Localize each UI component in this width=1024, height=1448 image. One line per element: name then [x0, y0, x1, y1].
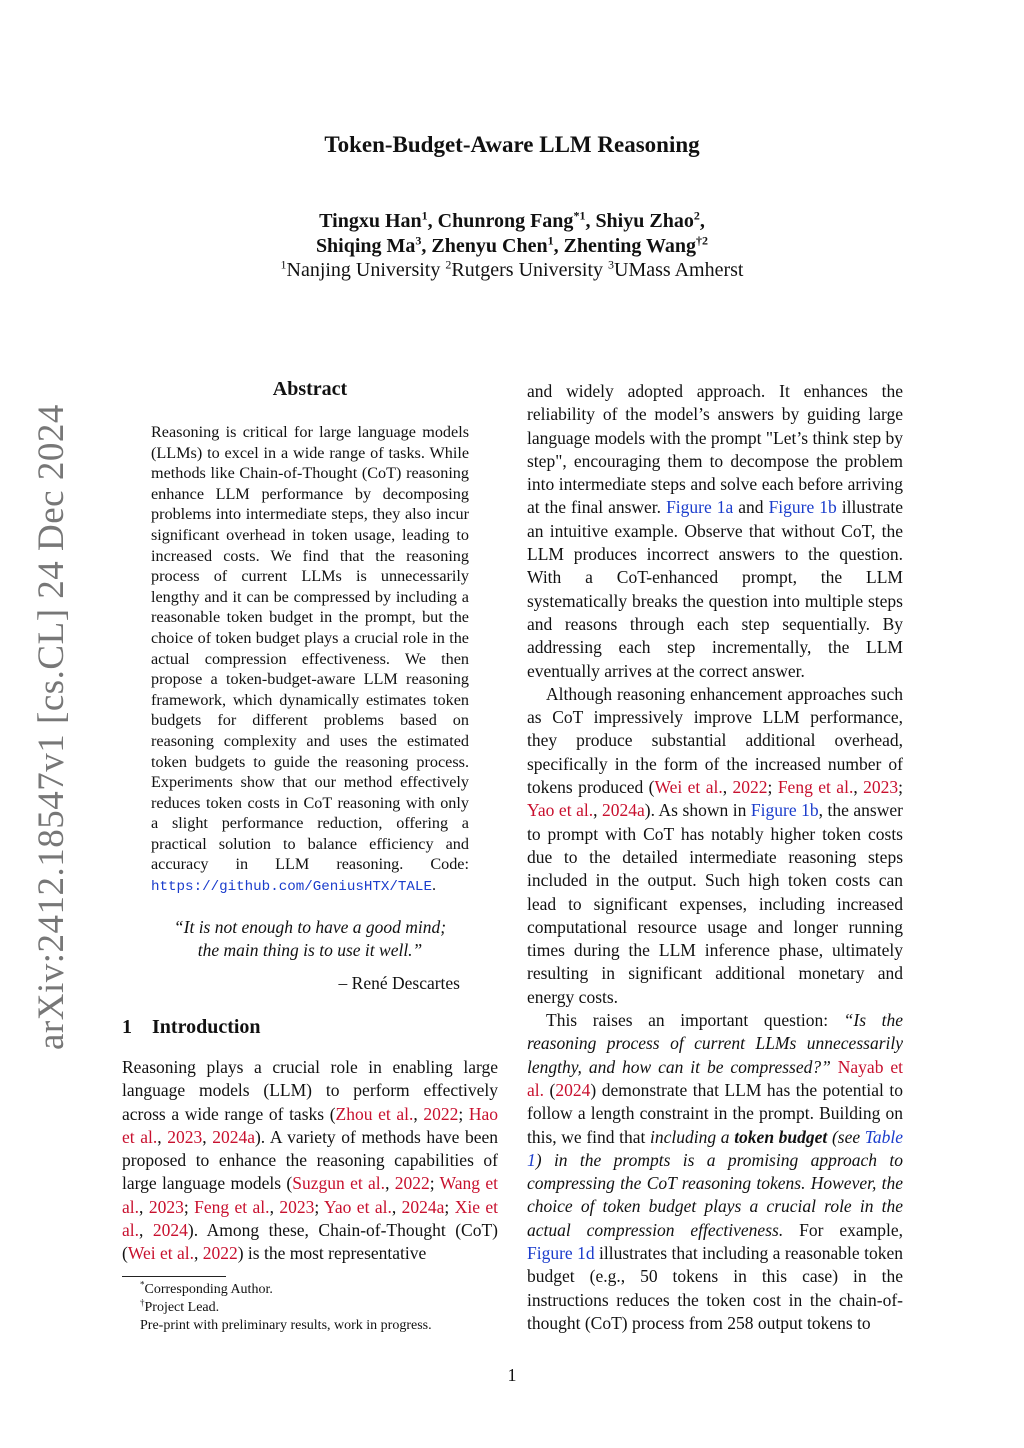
author-name: Zhenyu Chen: [431, 235, 548, 257]
abstract-text: Reasoning is critical for large language models (LLMs) to excel in a wide range of tasks. While methods like Chain-of-Thought (CoT) reasoning enhance LLM performance by decomposing problems into intermediate steps, they also incur significant overhead in token usage, leading to increased costs. We find that the reasoning process of current LLMs is unnecessarily lengthy and it can be compressed by including a reasonable token budget in the prompt, but the choice of token budget plays a crucial role in the actual compression effectiveness. We then propose a token-budget-aware LLM reasoning framework, which dynamically estimates token budgets for different problems based on reasoning complexity and uses the estimated token budgets to guide the reasoning process. Experiments show that our method effectively reduces token costs in CoT reasoning with only a slight performance reduction, offering a practical solution to balance efficiency and accuracy in LLM reasoning. Code:: [151, 423, 469, 874]
paragraph: Reasoning plays a crucial role in enabling large language models (LLM) to perform effectively across a wide range of tasks (Zhou et al., 2022; Hao et al., 2023, 2024a). A variety of methods have been proposed to enhance the reasoning capabilities of large language models (Suzgun et al., 2022; Wang et al., 2023; Feng et al., 2023; Yao et al., 2024a; Xie et al., 2024). Among these, Chain-of-Thought (CoT) (Wei et al., 2022) is the most representative: [122, 1057, 499, 1264]
citation-link[interactable]: Xie et al.: [122, 1196, 499, 1241]
text: Reasoning plays a crucial role in enabling large language models (LLM) to perform effectively across a wide range of tasks (: [122, 1057, 498, 1124]
text: ) is the most representative: [237, 1243, 427, 1264]
citation-year-link[interactable]: 2024: [555, 1079, 591, 1100]
author-mark: 2: [693, 208, 700, 223]
figure-link[interactable]: Figure 1b: [750, 800, 819, 821]
section-title: Introduction: [152, 1016, 261, 1038]
footnote-mark: *: [140, 1279, 145, 1290]
paragraph: This raises an important question: “Is the reasoning process of current LLMs unnecessarily lengthy, and how can it be compressed?” Nayab et al. (2024) demonstrate that LLM has the potential to follow a length constraint in the prompt. Building on this, we find that including a token budget (see Table 1) in the prompts is a promising approach to compressing the CoT reasoning tokens. However, the choice of token budget plays a crucial role in the actual compression effectiveness. For example, Figure 1d illustrates that including a reasonable token budget (e.g., 50 tokens in this case) in the instructions reduces the token cost in the chain-of-thought (CoT) process from 258 output tokens to: [527, 1010, 904, 1333]
citation-link[interactable]: Wei et al.: [654, 777, 723, 798]
citation-year-link[interactable]: 2022: [423, 1103, 459, 1124]
text: ). As shown in: [644, 800, 747, 821]
citation-link[interactable]: Yao et al.: [527, 800, 594, 821]
author-name: Chunrong Fang: [437, 210, 574, 232]
footnotes: [140, 1281, 500, 1335]
paragraph: Although reasoning enhancement approaches such as CoT impressively improve LLM performance, they produce substantial additional overhead, specifically in the form of the increased number of tokens produced (Wei et al., 2022; Feng et al., 2023; Yao et al., 2024a). As shown in Figure 1b, the answer to prompt with CoT has notably higher token costs due to the detailed intermediate reasoning steps included in the output. Such high token costs can lead to significant expenses, including increased computational resource usage and longer running times during the LLM inference phase, ultimately resulting in significant additional monetary and energy costs.: [527, 683, 904, 1007]
footnote-text: Project Lead.: [144, 1300, 220, 1315]
text: Although reasoning enhancement approaches such as CoT impressively improve LLM performance, they produce substantial additional overhead, specifically in the form of the increased number of tokens produced (: [527, 683, 903, 798]
affiliation-mark: 3: [608, 257, 615, 272]
citation-link[interactable]: Hao et al.: [122, 1103, 498, 1147]
author-mark: 3: [415, 233, 422, 248]
citation-year-link[interactable]: 2023: [279, 1196, 315, 1217]
affiliations: [0, 259, 1024, 282]
text: and widely adopted approach. It enhances the reliability of the model’s answers by guiding large language models with the prompt "Let’s think step by step", encouraging them to decompose the problem into intermediate steps and solve each before arriving at the final answer.: [527, 381, 903, 518]
text: ). A variety of methods have been proposed to enhance the reasoning capabilities of large language models (: [122, 1126, 499, 1194]
text: This raises an important question:: [546, 1010, 829, 1031]
figure-link[interactable]: Figure 1d: [527, 1242, 595, 1263]
author-name: Shiqing Ma: [315, 235, 416, 257]
quote-line: the main thing is to use it well.”: [197, 940, 423, 960]
citation-year-link[interactable]: 2023: [863, 777, 899, 798]
author-mark: *1: [573, 208, 586, 223]
affiliation: Rutgers University: [451, 259, 604, 281]
page-number: 1: [507, 1365, 517, 1385]
table-link[interactable]: Table 1: [527, 1126, 904, 1170]
footnote: [140, 1299, 500, 1317]
citation-link[interactable]: Feng et al.: [194, 1196, 270, 1217]
section-number: 1: [122, 1016, 132, 1038]
text: including a: [650, 1126, 730, 1147]
citation-link[interactable]: Wei et al.: [127, 1243, 194, 1264]
author-mark: 1: [421, 208, 428, 223]
citation-link[interactable]: Zhou et al.: [335, 1103, 414, 1124]
footnote-text: Corresponding Author.: [144, 1282, 273, 1297]
abstract-body: Reasoning is critical for large language models (LLMs) to excel in a wide range of tasks. While methods like Chain-of-Thought (CoT) reasoning enhance LLM performance by decomposing problems into intermediate steps, they also incur significant overhead in token usage, leading to increased costs. We find that the reasoning process of current LLMs is unnecessarily lengthy and it can be compressed by including a reasonable token budget in the prompt, but the choice of token budget plays a crucial role in the actual compression effectiveness. We then propose a token-budget-aware LLM reasoning framework, which dynamically estimates token budgets for different problems based on reasoning complexity and uses the estimated token budgets to guide the reasoning process. Experiments show that our method effectively reduces token costs in CoT reasoning with only a slight performance reduction, offering a practical solution to balance efficiency and accuracy in LLM reasoning. Code: https://github.com/GeniusHTX/TALE.: [151, 423, 469, 896]
citation-link[interactable]: Suzgun et al.: [292, 1173, 386, 1194]
right-column-body: [527, 380, 903, 1335]
affiliation-mark: 2: [445, 257, 452, 272]
quote-author: – René Descartes: [338, 973, 460, 993]
citation-link[interactable]: Nayab et al.: [527, 1056, 903, 1100]
author-mark: †2: [696, 233, 709, 248]
citation-year-link[interactable]: 2022: [202, 1243, 238, 1264]
footnote: [140, 1281, 500, 1299]
citation-year-link[interactable]: 2024: [152, 1220, 188, 1241]
quote-line: “It is not enough to have a good mind;: [173, 917, 447, 937]
citation-link[interactable]: Wang et al.: [122, 1173, 499, 1217]
author-name: Zhenting Wang: [563, 235, 697, 257]
paragraph: [527, 380, 903, 683]
figure-link[interactable]: Figure 1b: [768, 497, 837, 518]
citation-link[interactable]: Feng et al.: [777, 777, 854, 798]
footnote: Pre-print with preliminary results, work in progress.: [140, 1318, 432, 1333]
citation-year-link[interactable]: 2024a: [602, 800, 645, 821]
code-link[interactable]: https://github.com/GeniusHTX/TALE: [151, 879, 432, 896]
text: For example,: [799, 1219, 904, 1240]
affiliation-mark: 1: [280, 257, 287, 272]
research-question: “Is the reasoning process of current LLMs unnecessarily lengthy, and how can it be compressed?”: [527, 1010, 903, 1077]
text: illustrates that including a reasonable token budget (e.g., 50 tokens in this case) in the instructions reduces the token cost in the chain-of-thought (CoT) process from 258 output tokens to: [527, 1242, 903, 1333]
author-name: Tingxu Han: [319, 210, 422, 232]
text: ) in the prompts is a promising approach to compressing the CoT reasoning tokens. However, the choice of token budget plays a crucial role in the actual compression effectiveness.: [527, 1149, 903, 1240]
figure-link[interactable]: Figure 1a: [666, 497, 734, 518]
section-heading-introduction: [122, 1016, 261, 1039]
author-line-2: Shiqing Ma$^3$, Zhenyu Chen$^1$, Zhenting Wang$^{\dagger 2}$: [315, 233, 709, 257]
footnote-divider: [122, 1276, 226, 1277]
citation-link[interactable]: Yao et al.: [323, 1196, 392, 1217]
epigraph-quote: [140, 916, 480, 962]
citation-year-link[interactable]: 2023: [148, 1196, 184, 1217]
citation-year-link[interactable]: 2024a: [212, 1126, 255, 1147]
text: ). Among these, Chain-of-Thought (CoT) (: [122, 1220, 498, 1264]
text: illustrate an intuitive example. Observe that without CoT, the LLM produces incorrect answers to the question. With a CoT-enhanced prompt, the LLM systematically breaks the question into multiple steps and reasons through each step sequentially. By addressing each step incrementally, the LLM eventually arrives at the correct answer.: [527, 497, 903, 681]
author-line-1: Tingxu Han$^1$, Chunrong Fang$^{*1}$, Shiyu Zhao$^2$,: [319, 208, 705, 232]
citation-year-link[interactable]: 2023: [167, 1126, 203, 1147]
emphasis: token budget: [734, 1126, 828, 1147]
footnote-mark: †: [140, 1297, 145, 1308]
text: , the answer to prompt with CoT has notably higher token costs due to the detailed intermediate reasoning steps included in the output. Such high token costs can lead to significant expenses, including increased computational resource usage and longer running times during the LLM inference phase, ultimately resulting in significant additional monetary and energy costs.: [527, 800, 903, 1007]
author-name: Shiyu Zhao: [595, 210, 694, 232]
affiliation: UMass Amherst: [614, 259, 744, 281]
text: demonstrate that LLM has the potential to follow a length constraint in the prompt. Building on this, we find that: [527, 1079, 904, 1147]
text: (see: [831, 1126, 861, 1147]
citation-year-link[interactable]: 2024a: [401, 1196, 445, 1217]
affiliation: Nanjing University: [286, 259, 441, 281]
author-mark: 1: [547, 233, 554, 248]
paper-title: Token-Budget-Aware LLM Reasoning: [324, 132, 700, 157]
text: and: [738, 497, 764, 518]
left-column-body: [122, 1056, 498, 1266]
abstract-heading: Abstract: [272, 378, 348, 400]
citation-year-link[interactable]: 2022: [394, 1173, 430, 1194]
arxiv-identifier-stamp: arXiv:2412.18547v1 [cs.CL] 24 Dec 2024: [31, 404, 72, 1050]
citation-year-link[interactable]: 2022: [732, 777, 768, 798]
